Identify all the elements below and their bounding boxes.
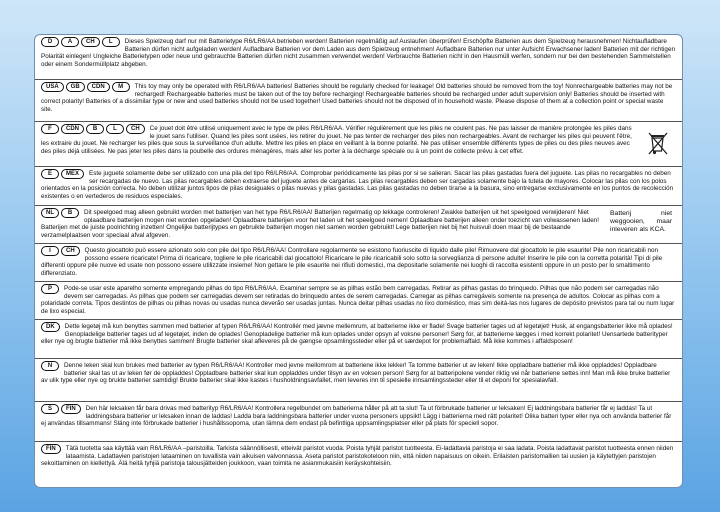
country-codes <box>41 208 81 218</box>
country-code: I <box>41 246 59 256</box>
warning-text: Dit speelgoed mag alleen gebruikt worden met batterijen van het type R6/LR6/AA! Batterijen regelmatig op lekkage controleren! Zwakke batterijen uit het speelgoed verwijderen! Niet oplaadbare batterijen mogen niet worden opgeladen! Oplaadbare batterijen voor het laden uit het speelgoed nemen! Oplaadbare batterijen alleen onder toezicht van volwassenen laden! Batterijen met de juiste poolrichting inzetten! Ongelijke batterijtypes en gebruikte batterijen mogen niet samen worden gebruikt! Lege batterijen niet bij het huisvuil doen maar bij de bestaande verzamelplaatsen voor speciaal afval afgeven. <box>41 209 599 239</box>
section-text <box>41 247 676 277</box>
country-code: A <box>61 37 79 47</box>
warning-text: Dette legetøj må kun benyttes sammen med batterier af typen R6/LR6/AA! Kontrollér med jævne mellemrum, at batterierne ikke er flade! Svage batterier tages ud af legetøjet! Husk, at engangsbatterier ikke må oplades! Genopladelige batterier tages ud af legetøjet, inden de oplades! Genopladelige batterier må kun oplades under opsyn af voksne personer! Sørg for, at batterierne lægges i med korrekt polaritet! Uensartede batterityper eller nye og brugte batterier må ikke benyttes sammen! Brugte batterier skal afleveres på de gængse opsamlingssteder eller på et særdepot for problemaffald. Må ikke kommes i affaldsposen! <box>41 323 673 346</box>
warning-text: Pode-se usar este aparelho somente empregando pilhas do tipo R6/LR6/AA. Examinar sempre se as pilhas estão bem carregadas. Retirar as pilhas gastas do brinquedo. Pilhas que não podem ser carregadas não devem ser carregadas. As pilhas que podem ser carregadas devem ser retiradas do brinquedo antes de serem carregadas. Carregar as pilhas carregáveis somente na presença de adultos. Colocar as pilhas com a polaridade correta. Tipos destintos de pilhas ou pilhas novas ou usadas nunca deverão ser usadas juntas. Nunca deitar pilhas usadas no lixo doméstico, mas sim deitá-las nos lugares de depósito previstos para tal ou num lugar de lixo especial. <box>41 285 675 315</box>
country-codes <box>41 284 61 294</box>
country-code: GB <box>66 82 85 92</box>
country-codes <box>41 82 132 92</box>
warning-text: Este juguete solamente debe ser utilizado con una pila del tipo R6/LR6/AA. Comprobar periódicamente las pilas por si se salieran. Sacar las pilas gastadas fuera del juguete. Las pilas no recargables no deben ser recargadas de nuevo. Las pilas recargables deben extraerse del juguete antes de cargarlas. Las pilas recargables deben ser cargadas solamente bajo la tutela de mayores. Colocar las pilas con los polos orientados en la posición correcta. No deben utilizar juntos tipos de pilas desiguales o pilas nuevas y pilas gastadas. Las pilas gastadas no deben tirarse a la basura, sino entregarse exclusivamente en los puntos de recolección existentes o en vertederos de residuos especiales. <box>41 170 674 200</box>
country-code: NL <box>41 208 59 218</box>
kca-disposal-note: Batterij niet weggooien, maar inleveren als KCA. <box>610 210 672 233</box>
country-codes <box>41 169 86 179</box>
section-text <box>41 445 676 468</box>
country-code: L <box>102 37 120 47</box>
country-code: CDN <box>61 124 84 134</box>
section-portuguese <box>35 281 682 324</box>
section-text <box>41 125 638 155</box>
country-code: FIN <box>61 404 81 414</box>
country-codes <box>41 246 82 256</box>
country-codes <box>41 37 122 47</box>
country-code: M <box>112 82 130 92</box>
country-codes <box>41 444 63 454</box>
warning-text: Questo giocattolo può essere azionato solo con pile del tipo R6/LR6/AA! Controllare regolarmente se esistono fuoriuscite di liquido dalle pile! Rimuovere dal giocattolo le pile esaurite! Pile non ricaricabili non possono essere ricaricate! Prima di ricaricare, togliere le pile ricaricabili dal giocattolo! Ricaricare le pile ricaricabili solo sotto la sorveglianza di persone adulte! Inserire le pile con la corretta polarità! Tipi di pile differenti oppure pile nuove ed usate non possono essere utilizzate insieme! Non gettare le pile esaurite nei rifiuti domestici, ma depositarle solamente nei luoghi di raccolta esistenti oppure in un posto per lo smaltimento differenziato. <box>41 247 663 277</box>
section-norwegian <box>35 358 682 400</box>
section-german <box>35 35 682 75</box>
country-code: CH <box>126 124 145 134</box>
country-code: B <box>61 208 79 218</box>
country-code: CH <box>61 246 80 256</box>
country-code: DK <box>41 322 60 332</box>
country-code: E <box>41 169 59 179</box>
section-italian <box>35 243 682 286</box>
battery-instructions-sheet <box>34 34 683 488</box>
section-danish <box>35 319 682 362</box>
section-text <box>41 285 676 315</box>
warning-text: Dieses Spielzeug darf nur mit Batterietype R6/LR6/AA betrieben werden! Batterien regelmäßig auf Auslaufen überprüfen! Erschöpfte Batterien aus dem Spielzeug herausnehmen! Nichtaufladbare Batterien dürfen nicht aufgeladen werden! Aufladbare Batterien vor dem Laden aus dem Spielzeug entnehmen! Aufladbare Batterien nur unter Aufsicht Erwachsener laden! Batterien mit der richtigen Polarität einlegen! Ungleiche Batterietypen oder neue und gebrauchte Batterien dürfen nicht zusammen verwendet werden! Verbrauchte Batterien nicht in den Hausmüll werfen, sondern nur bei den bestehenden Sammelstellen oder einem Sondermüllplatz abgeben. <box>41 38 675 68</box>
country-code: B <box>86 124 104 134</box>
section-dutch <box>35 205 682 244</box>
section-text <box>41 170 676 200</box>
warning-text: Den här leksaken får bara drivas med batterityp R6/LR6/AA! Kontrollera regelbundet om batterierna håller på att ta slut! Ta ut förbrukade batterier ur leksaken! Ej laddningsbara batterier får ej laddas! Ta ut laddningsbara batterier ur leksaken innan de laddas! Ladda bara laddningsbara batterier under vuxna personers uppsikt! Lägg i batterierna med rätt polaritet! Olika batteri typer eller nya och använda batterier får ej användas tillsammans! Släng inte förbrukade batterier i hushållssoporna, utan lämna dem endast på befintliga uppsamlingsplatser eller på plats för speciell sopor. <box>41 405 672 428</box>
country-code: USA <box>41 82 64 92</box>
country-code: L <box>106 124 124 134</box>
section-text <box>41 83 676 113</box>
country-codes <box>41 404 83 414</box>
country-code: P <box>41 284 59 294</box>
country-code: FIN <box>41 444 61 454</box>
section-text <box>41 38 676 68</box>
section-english <box>35 79 682 119</box>
country-codes <box>41 322 62 332</box>
country-code: CH <box>81 37 100 47</box>
country-codes <box>41 124 147 134</box>
crossed-out-wheelie-bin-icon <box>648 130 668 156</box>
warning-text: Tätä tuotetta saa käyttää vain R6/LR6/AA –paristoilla. Tarkista säännöllisesti, etteivät paristot vuoda. Poista tyhjät paristot tuotteesta. Ei-ladattavia paristoja ei saa ladata. Poista ladattavat paristot tuotteesta ennen niiden lataamista. Ladattavien paristojen lataaminen on tuvallista vain aikuisen valvonnassa. Aseta paristot paristokoteloon niin, että niiden napaisuus on oikein. Erilaisten paristomallien tai uusien ja käytettyjen paristojen sekoittaminen on kiellettyä. Älä heitä tyhjiä paristoja talousjätteiden joukkoon, vaan toimita ne asianmukaisiin keräyskohteisiin. <box>41 445 674 468</box>
section-text <box>41 362 676 385</box>
country-code: CDN <box>87 82 110 92</box>
section-french <box>35 121 682 164</box>
warning-text: Denne leken skal kun brukes med batterier av typen R6/LR6/AA! Kontroller med jevne mellomrom at batteriene ikke lekker! Ta tomme batterier ut av leken! Ikke oppladbare batterier må ikke oppladdes! Oppladbare batterier skal tas ut av leken før de oppladdes! Oppladbare batterier skal kun oppladdes under tilsyn av en voksen person! Sørg for at batteripolene vender riktig vei når batteriene settes inn! Man må ikke bruke batterier av ulik type eller nye og brukte batterier samtidig! Brukte batterier skal ikke kastes i husholdningsavfallet, men leveres inn til spesielle innsamlingssteder eller til et deponi for spesialavfall. <box>41 362 671 385</box>
country-code: N <box>41 361 59 371</box>
section-text <box>41 209 602 239</box>
warning-text: This toy may only be operated with R6/LR6/AA batteries! Batteries should be regularly checked for leakage! Old batteries should be removed from the toy! Nonrechargeable batteries may not be recharged! Rechargeable batteries must be taken out of the toy before recharging! Rechargeable batteries should be recharged under adult supervision only! Batteries should be inserted with correct polarity! Batteries of a dissimilar type or new and used batteries should not be used together! Used batteries should not be disposed of in household waste. Please dispose of them at a collection point or special waste site. <box>41 83 673 113</box>
section-finnish <box>35 441 682 488</box>
country-codes <box>41 361 61 371</box>
country-code: F <box>41 124 59 134</box>
section-spanish <box>35 166 682 203</box>
country-code: D <box>41 37 59 47</box>
warning-text: Ce jouet doit être utilisé uniquement avec le type de piles R6/LR6/AA. Vérifier régulièrement que les piles ne coulent pas. Ne pas laisser de manière prolongée les piles dans le jouet sans l'utiliser. Quand les piles sont usées, les retirer du jouet. Ne pas tenter de recharger des piles non rechargeables. Avant de recharger les piles qui peuvent l'être, les extraire du jouet. Ne recharger les piles que sous la surveillance d'un adulte. Mettre les piles en place en veillant à la bonne polarité. Ne pas utiliser ensemble différents types de piles ou des piles neuves avec des piles déjà utilisées. Ne pas jeter les piles dans la poubelle des ordures ménagères, mais aller les porter à la décharge spéciale ou à un point de collecte prévu à cet effet. <box>41 125 632 155</box>
country-code: MEX <box>61 169 84 179</box>
country-code: S <box>41 404 59 414</box>
section-text <box>41 405 676 428</box>
section-text <box>41 323 676 346</box>
section-swedish <box>35 401 682 441</box>
